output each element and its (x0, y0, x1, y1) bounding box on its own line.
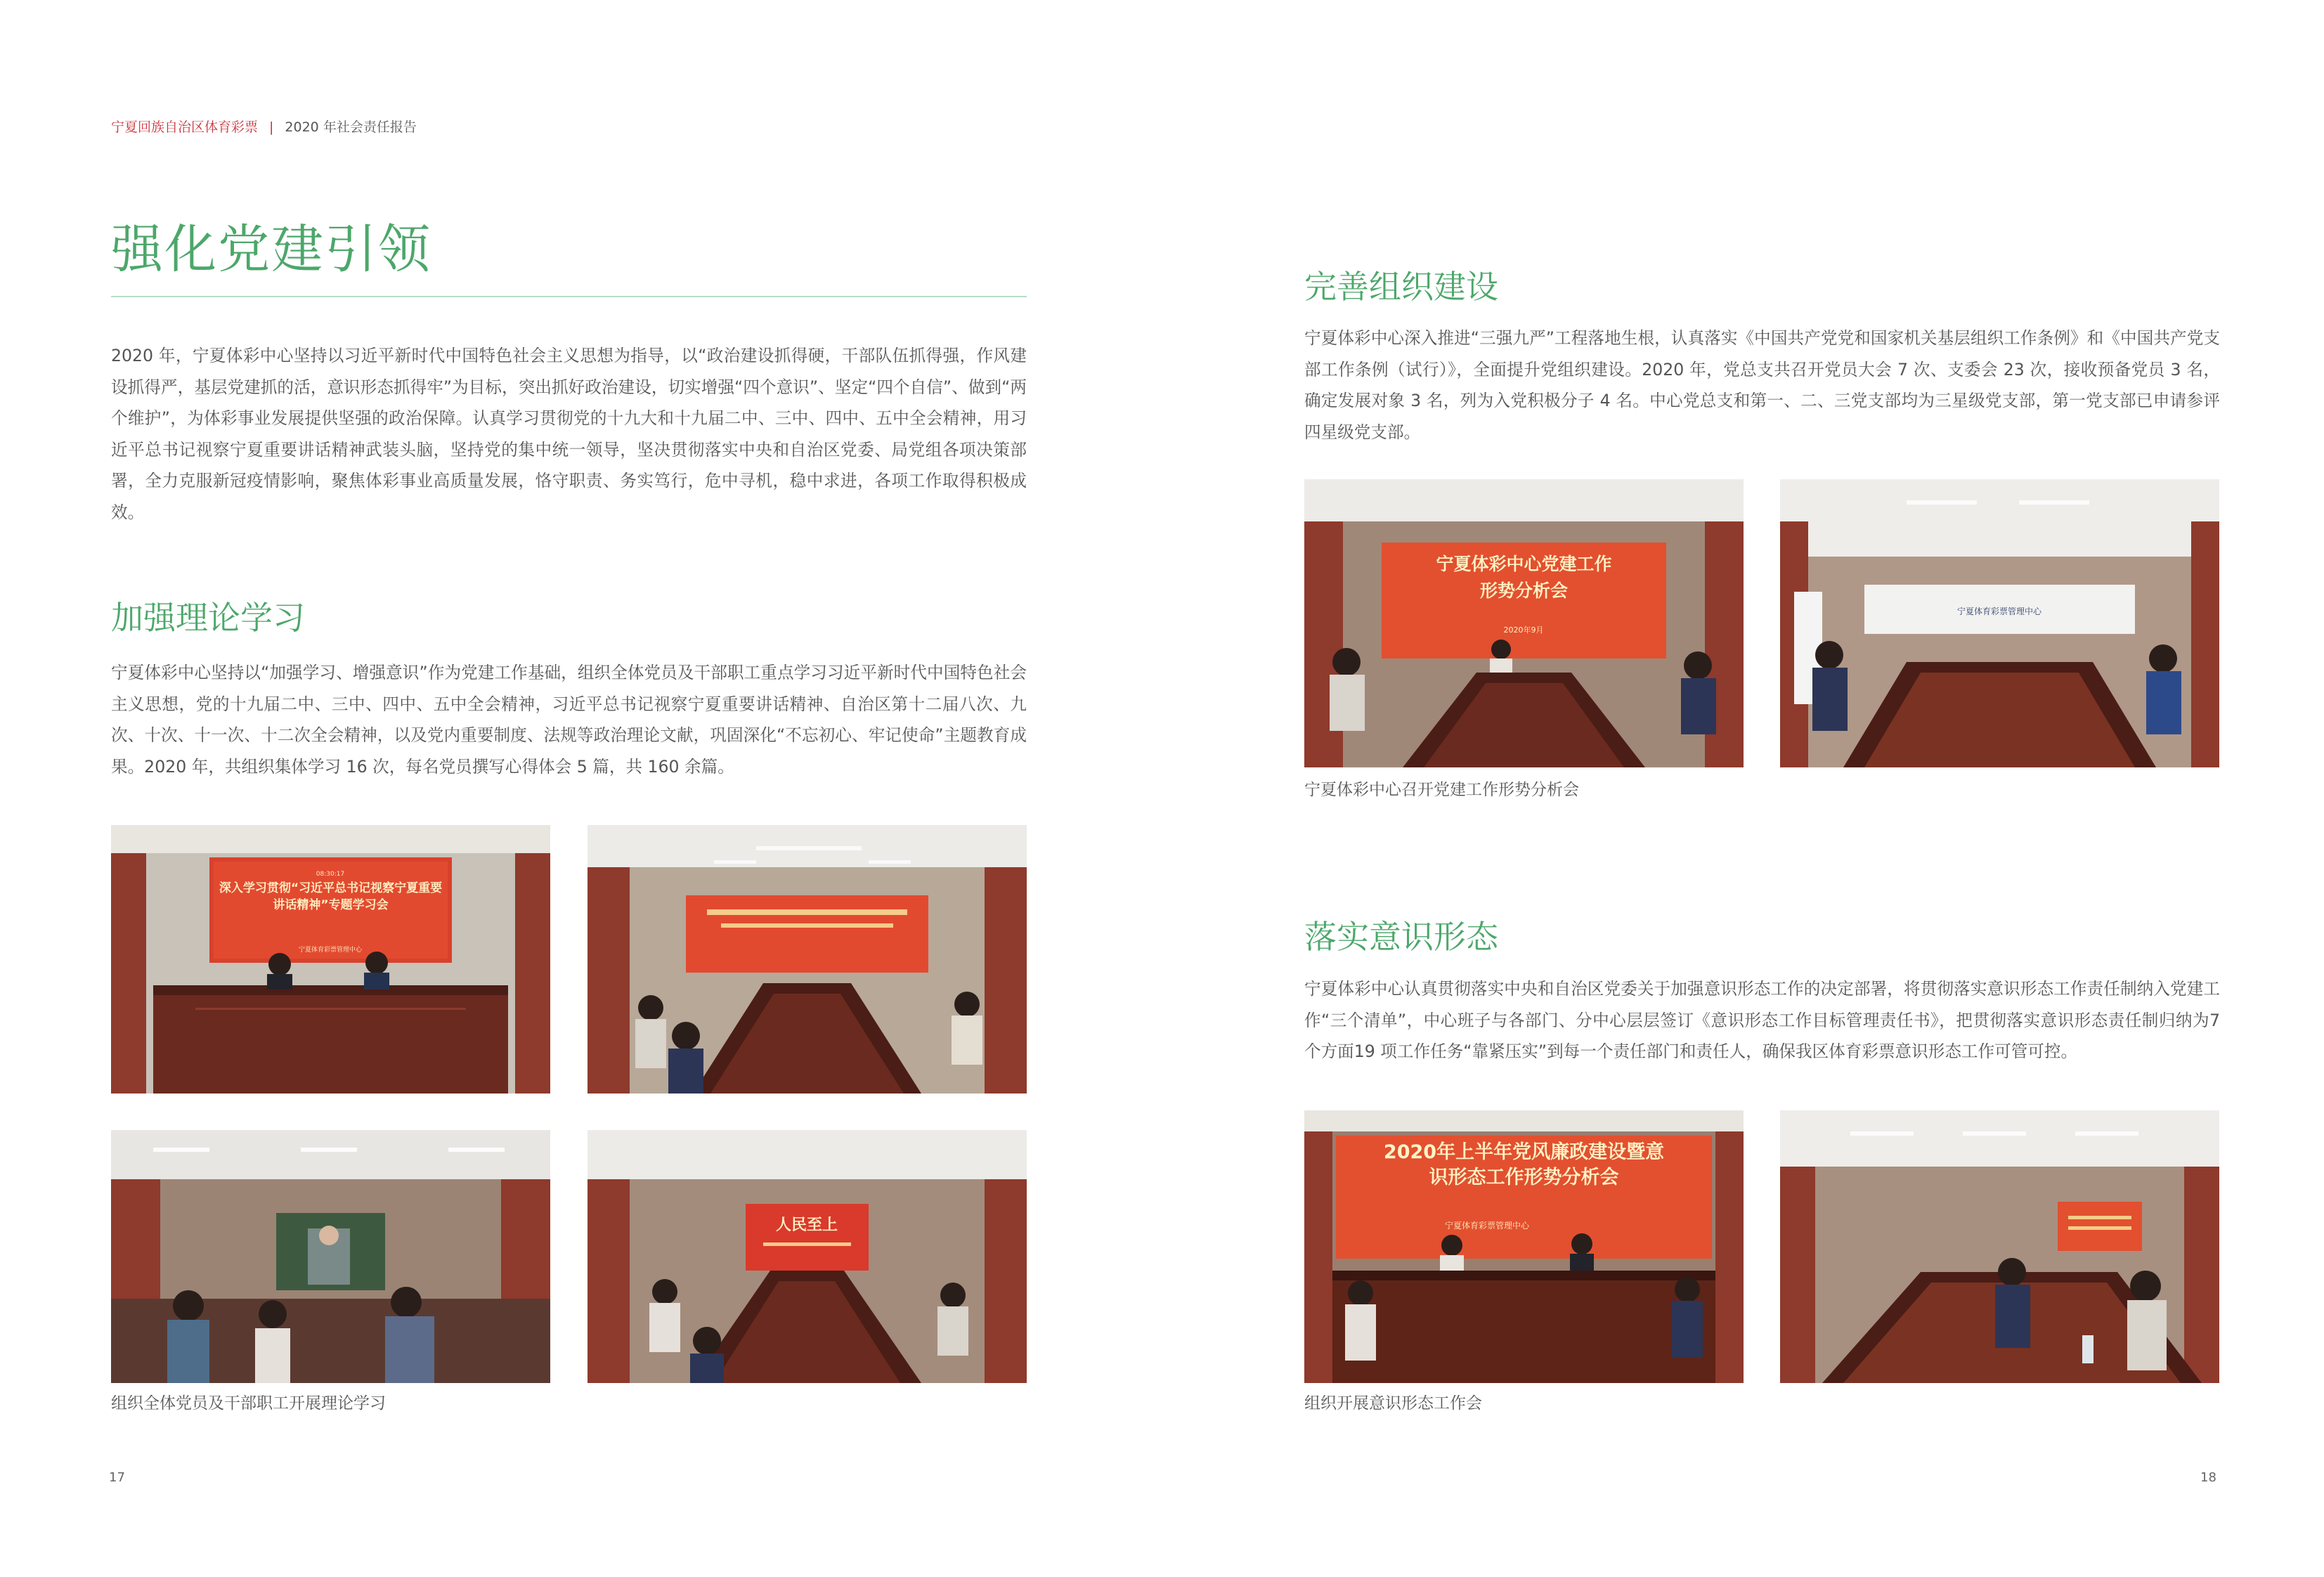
running-header (111, 117, 417, 136)
organization-paragraph: 宁夏体彩中心深入推进“三强九严”工程落地生根，认真落实《中国共产党党和国家机关基层组织工作条例》和《中国共产党支部工作条例（试行）》，全面提升党组织建设。2020 年，党总支共召开党员大会 7 次、支委会 23 次，接收预备党员 3 名，确定发展对象 3 名，列为入党积极分子 4 名。中心党总支和第一、二、三党支部均为三星级党支部，第一党支部已申请参评四星级党支部。 (1304, 328, 2220, 442)
caption-organization: 宁夏体彩中心召开党建工作形势分析会 (1304, 781, 1579, 799)
header-brand: 宁夏回族自治区体育彩票 (111, 119, 259, 135)
photo-banner-people-first: 人民至上 (775, 1216, 838, 1234)
intro-paragraph: 2020 年，宁夏体彩中心坚持以习近平新时代中国特色社会主义思想为指导，以“政治建设抓得硬，干部队伍抓得强，作风建设抓得严，基层党建抓的活，意识形态抓得牢”为目标，突出抓好政治建设，切实增强“四个意识”、坚定“四个自信”、做到“两个维护”，为体彩事业发展提供坚强的政治保障。认真学习贯彻党的十九大和十九届二中、三中、四中、五中全会精神，用习近平总书记视察宁夏重要讲话精神武装头脑，坚持党的集中统一领导，坚决贯彻落实中央和自治区党委、局党组各项决策部署，全力克服新冠疫情影响，聚焦体彩事业高质量发展，恪守职责、务实笃行，危中寻机，稳中求进，各项工作取得积极成效。 (111, 346, 1027, 522)
photo-people-first-session (588, 1130, 1027, 1383)
photo-video-study-session (111, 1130, 550, 1383)
section-title-theory-study: 加强理论学习 (111, 599, 305, 637)
photo-study-meeting-stage (111, 825, 550, 1093)
photo-ideology-meeting-room (1780, 1110, 2219, 1383)
photo-ideology-meeting-stage (1304, 1110, 1744, 1383)
photo-date-text: 2020年9月 (1503, 625, 1544, 635)
caption-theory-study: 组织全体党员及干部职工开展理论学习 (111, 1394, 386, 1413)
caption-ideology: 组织开展意识形态工作会 (1304, 1394, 1482, 1413)
page-title: 强化党建引领 (111, 219, 431, 280)
photo-clock-text: 08:30:17 (316, 871, 345, 878)
section-title-ideology: 落实意识形态 (1304, 918, 1498, 956)
photo-party-analysis-meeting (1304, 479, 1744, 767)
header-separator: | (269, 119, 274, 135)
photo-banner-ideology: 2020年上半年党风廉政建设暨意识形态工作形势分析会 (1383, 1141, 1665, 1188)
photo-banner-text: 深入学习贯彻“习近平总书记视察宁夏重要讲话精神”专题学习会 (219, 881, 443, 912)
photo-org-text-ideology: 宁夏体育彩票管理中心 (1444, 1221, 1530, 1231)
theory-study-paragraph: 宁夏体彩中心坚持以“加强学习、增强意识”作为党建工作基础，组织全体党员及干部职工重点学习习近平新时代中国特色社会主义思想，党的十九届二中、三中、四中、五中全会精神，习近平总书记视察宁夏重要讲话精神、自治区第十二届八次、九次、十次、十一次、十二次全会精神，以及党内重要制度、法规等政治理论文献，巩固深化“不忘初心、牢记使命”主题教育成果。2020 年，共组织集体学习 16 次，每名党员撰写心得体会 5 篇，共 160 余篇。 (111, 663, 1027, 777)
photo-banner-analysis: 宁夏体彩中心党建工作形势分析会 (1436, 554, 1612, 601)
ideology-paragraph: 宁夏体彩中心认真贯彻落实中央和自治区党委关于加强意识形态工作的决定部署，将贯彻落实意识形态工作责任制纳入党建工作“三个清单”，中心班子与各部门、分中心层层签订《意识形态工作目标管理责任书》，把贯彻落实意识形态责任制归纳为7 个方面19 项工作任务“靠紧压实”到每一个责任部门和责任人，确保我区体育彩票意识形态工作可管可控。 (1304, 979, 2220, 1061)
photo-conference-room (1780, 479, 2219, 767)
title-divider (111, 296, 1027, 297)
photo-wall-text: 宁夏体育彩票管理中心 (1956, 606, 2042, 616)
page-number-left: 17 (109, 1470, 125, 1485)
page-number-right: 18 (2200, 1470, 2216, 1485)
photo-org-text: 宁夏体育彩票管理中心 (298, 947, 363, 954)
header-report-title: 2020 年社会责任报告 (285, 119, 417, 135)
section-title-organization: 完善组织建设 (1304, 268, 1498, 306)
photo-study-meeting-table (588, 825, 1027, 1093)
